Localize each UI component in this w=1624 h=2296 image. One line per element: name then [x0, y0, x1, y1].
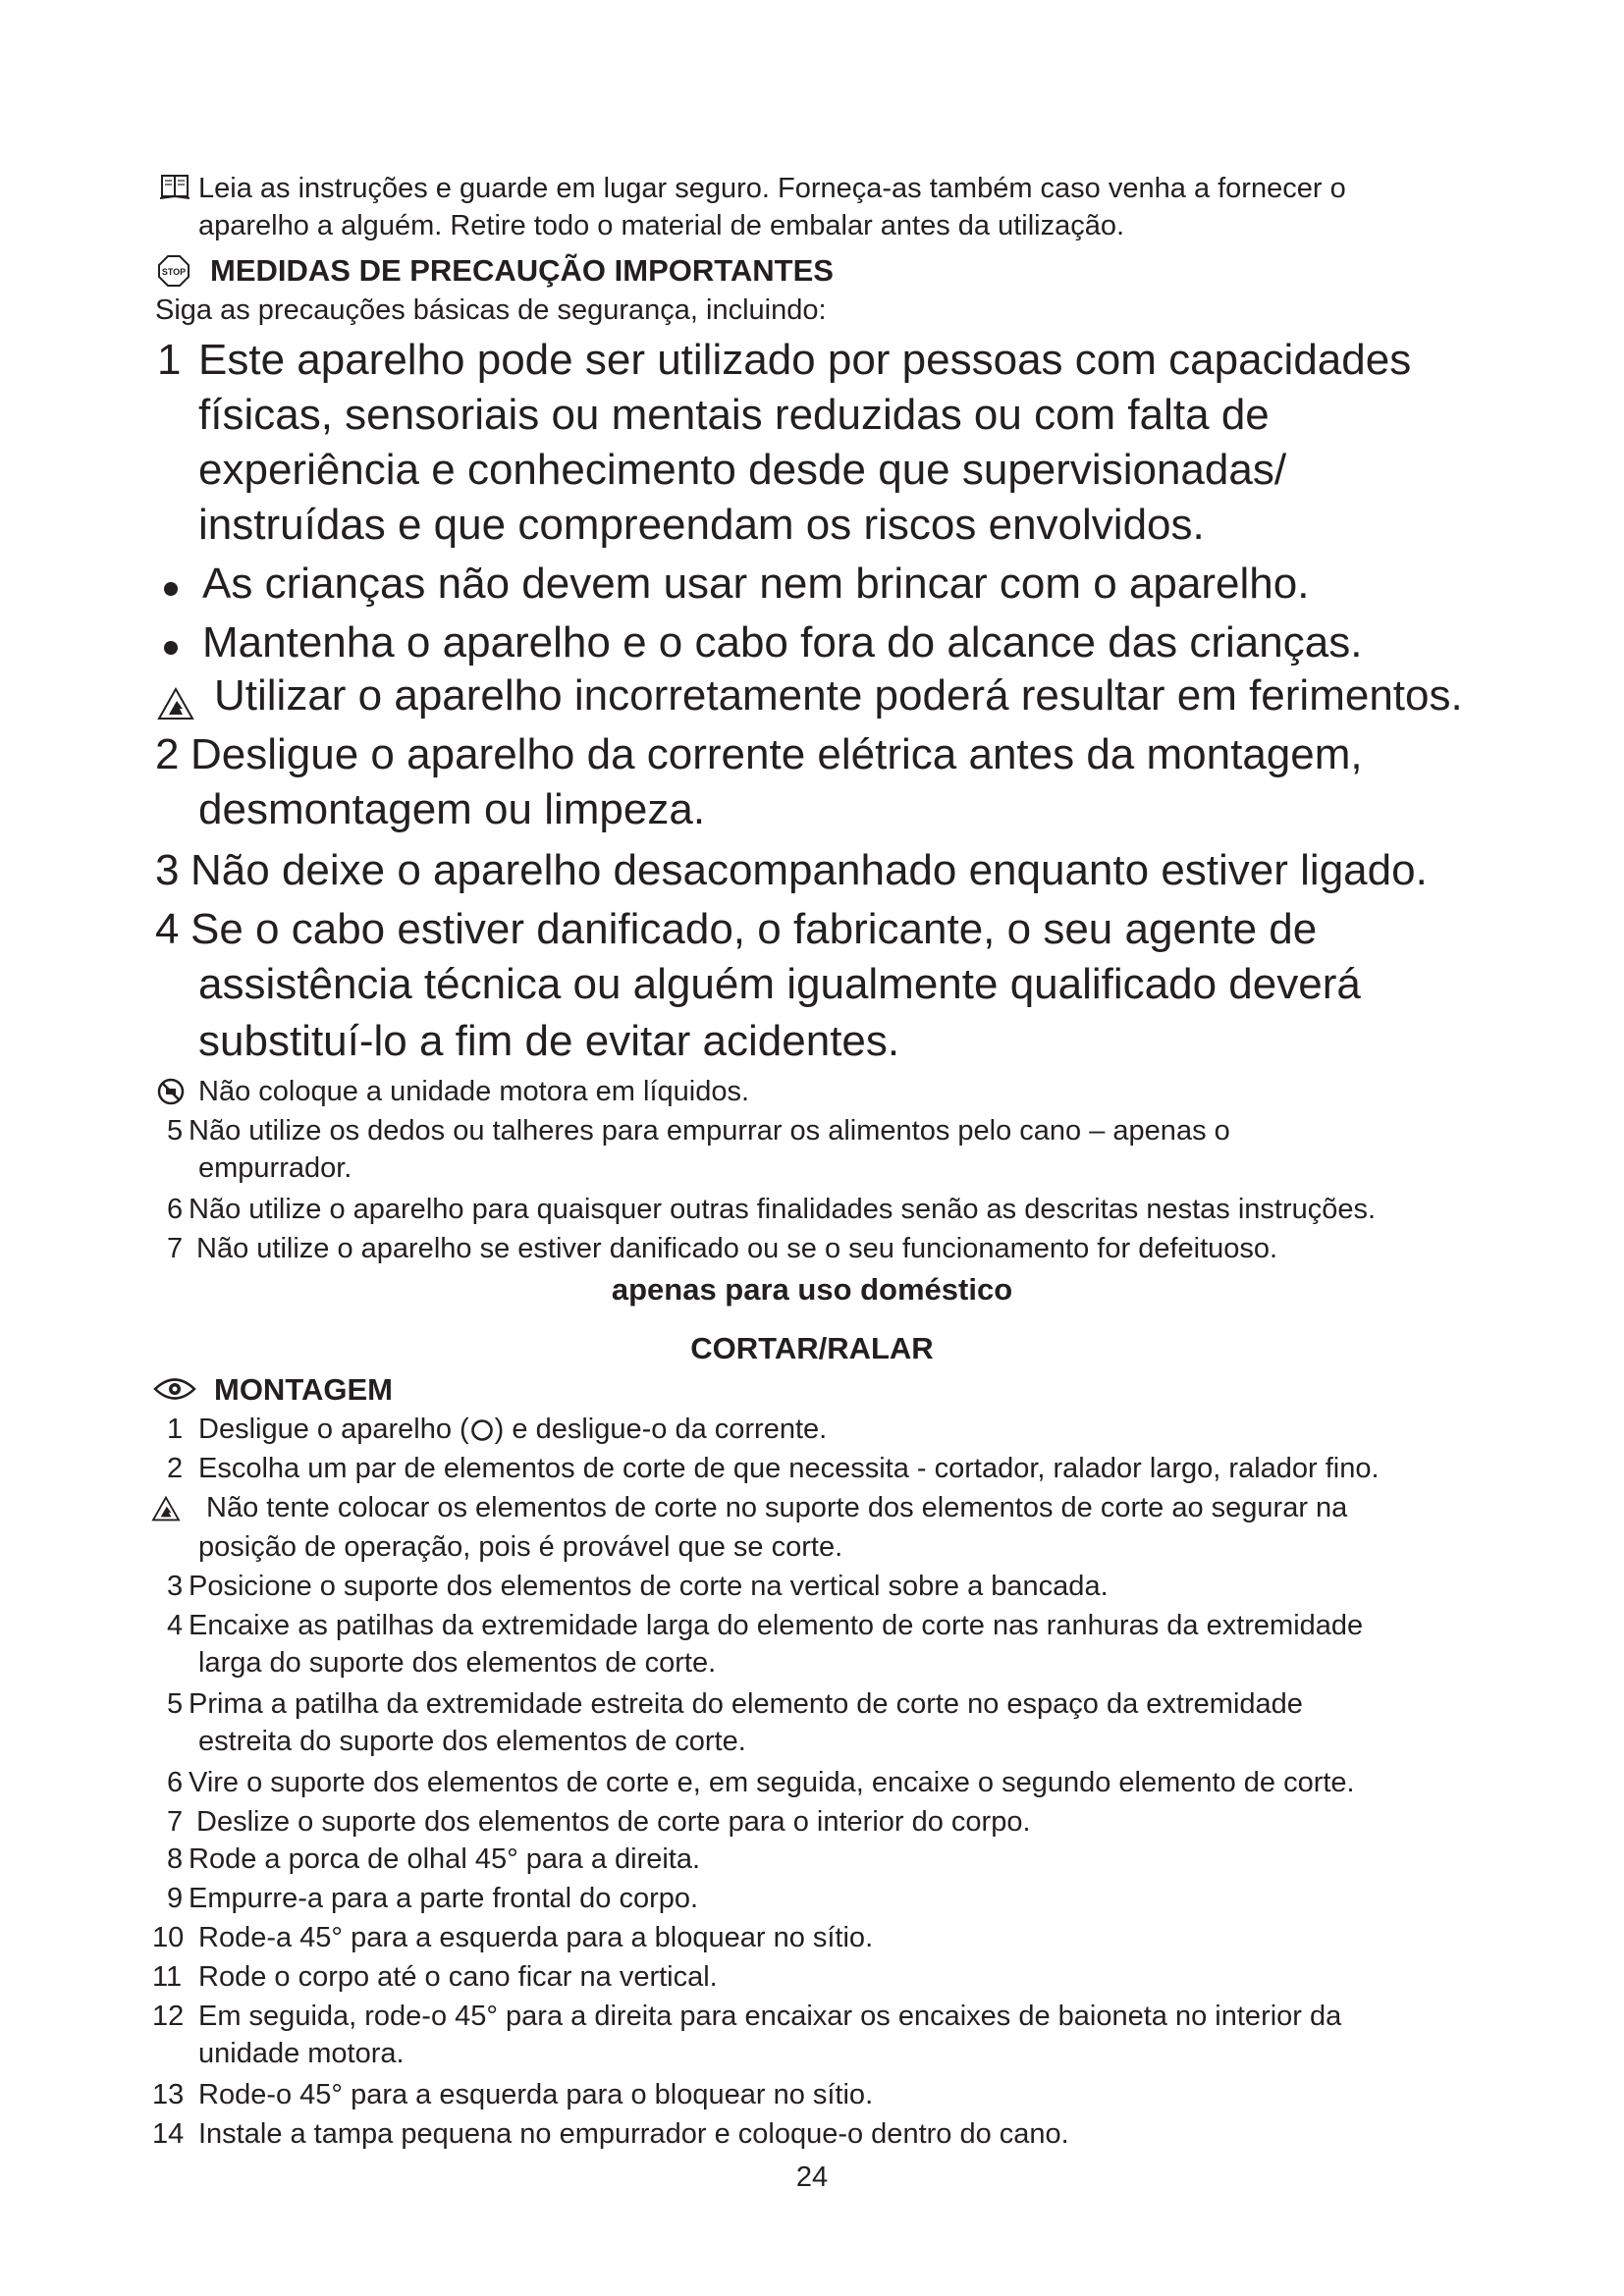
- step-5-line-2: estreita do suporte dos elementos de corte.: [198, 1726, 746, 1757]
- item-1-number: 1: [157, 336, 182, 384]
- step-4-number: 4: [167, 1610, 184, 1641]
- step-2-text: Escolha um par de elementos de corte de que necessita - cortador, ralador largo, ralador fino.: [198, 1453, 1380, 1484]
- warning-icon: [157, 687, 194, 721]
- item-3-number: 3: [155, 846, 180, 894]
- stop-icon-text: STOP: [161, 267, 187, 277]
- section-title: CORTAR/RALAR: [690, 1331, 934, 1365]
- domestic-use-note: apenas para uso doméstico: [611, 1272, 1013, 1307]
- step-9-text: Empurre-a para a parte frontal do corpo.: [189, 1883, 699, 1914]
- item-6-number: 6: [167, 1194, 184, 1225]
- item-4-line-3: substituí-lo a fim de evitar acidentes.: [198, 1017, 900, 1065]
- bullet-icon: [163, 640, 179, 656]
- step-1-text: Desligue o aparelho ( ) e desligue-o da corrente.: [198, 1414, 828, 1445]
- step-12-number: 12: [152, 2001, 185, 2032]
- assembly-warning-line-1: Não tente colocar os elementos de corte no suporte dos elementos de corte ao segurar na: [206, 1492, 1348, 1523]
- assembly-title: MONTAGEM: [214, 1372, 393, 1407]
- item-1-line-4: instruídas e que compreendam os riscos envolvidos.: [198, 501, 1205, 549]
- item-4-line-1: Se o cabo estiver danificado, o fabricante, o seu agente de: [190, 905, 1318, 953]
- prohibit-text: Não coloque a unidade motora em líquidos.: [198, 1076, 750, 1107]
- step-5-line-1: Prima a patilha da extremidade estreita do elemento de corte no espaço da extremidade: [189, 1688, 1303, 1720]
- step-2-number: 2: [167, 1453, 184, 1484]
- item-5-number: 5: [167, 1115, 184, 1147]
- item-2-line-2: desmontagem ou limpeza.: [198, 785, 706, 833]
- step-3-number: 3: [167, 1571, 184, 1602]
- item-2-number: 2: [155, 730, 180, 778]
- step-5-number: 5: [167, 1688, 184, 1720]
- step-6-text: Vire o suporte dos elementos de corte e, em seguida, encaixe o segundo elemento de corte.: [189, 1767, 1355, 1798]
- item-4-line-2: assistência técnica ou alguém igualmente qualificado deverá: [198, 960, 1361, 1008]
- step-7-number: 7: [167, 1806, 184, 1838]
- eye-icon: [153, 1376, 196, 1402]
- item-1-line-2: físicas, sensoriais ou mentais reduzidas ou com falta de: [198, 391, 1270, 439]
- bullet-icon: [163, 581, 179, 597]
- step-12-line-1: Em seguida, rode-o 45° para a direita para encaixar os encaixes de baioneta no interior da: [198, 2001, 1342, 2032]
- step-14-number: 14: [152, 2118, 185, 2150]
- step-10-text: Rode-a 45° para a esquerda para a bloquear no sítio.: [198, 1922, 874, 1953]
- precautions-subtitle: Siga as precauções básicas de segurança, incluindo:: [155, 294, 827, 326]
- item-7-number: 7: [167, 1233, 184, 1264]
- step-11-text: Rode o corpo até o cano ficar na vertical.: [198, 1961, 718, 1993]
- step-14-text: Instale a tampa pequena no empurrador e coloque-o dentro do cano.: [198, 2118, 1069, 2150]
- step-6-number: 6: [167, 1767, 184, 1798]
- step-9-number: 9: [167, 1883, 184, 1914]
- prohibited-icon: [157, 1078, 185, 1105]
- bullet-text-1: As crianças não devem usar nem brincar com o aparelho.: [202, 560, 1310, 608]
- warning-text: Utilizar o aparelho incorretamente poderá resultar em ferimentos.: [214, 671, 1463, 720]
- step-13-number: 13: [152, 2079, 185, 2110]
- step-3-text: Posicione o suporte dos elementos de corte na vertical sobre a bancada.: [189, 1571, 1109, 1602]
- step-10-number: 10: [152, 1922, 185, 1953]
- item-1-line-3: experiência e conhecimento desde que supervisionadas/: [198, 446, 1287, 494]
- book-icon: [159, 173, 190, 200]
- step-7-text: Deslize o suporte dos elementos de corte para o interior do corpo.: [196, 1806, 1031, 1838]
- item-6-text: Não utilize o aparelho para quaisquer outras finalidades senão as descritas nestas instruções.: [189, 1194, 1377, 1225]
- step-8-number: 8: [167, 1843, 184, 1875]
- step-4-line-2: larga do suporte dos elementos de corte.: [198, 1647, 717, 1679]
- step-4-line-1: Encaixe as patilhas da extremidade larga do elemento de corte nas ranhuras da extremidade: [189, 1610, 1364, 1641]
- page-number: 24: [795, 2162, 829, 2193]
- item-7-text: Não utilize o aparelho se estiver danificado ou se o seu funcionamento for defeituoso.: [196, 1233, 1278, 1264]
- item-1-line-1: Este aparelho pode ser utilizado por pessoas com capacidades: [198, 336, 1412, 384]
- step-13-text: Rode-o 45° para a esquerda para o bloquear no sítio.: [198, 2079, 874, 2110]
- stop-icon: [157, 254, 190, 288]
- item-2-line-1: Desligue o aparelho da corrente elétrica antes da montagem,: [190, 730, 1363, 778]
- bullet-text-2: Mantenha o aparelho e o cabo fora do alcance das crianças.: [202, 618, 1363, 667]
- step-1-number: 1: [167, 1414, 184, 1445]
- warning-icon: [151, 1496, 181, 1522]
- item-4-number: 4: [155, 905, 180, 953]
- step-12-line-2: unidade motora.: [198, 2038, 405, 2069]
- item-5-line-1: Não utilize os dedos ou talheres para empurrar os alimentos pelo cano – apenas o: [189, 1115, 1230, 1147]
- power-off-icon: [470, 1418, 494, 1442]
- intro-text-line-2: aparelho a alguém. Retire todo o material de embalar antes da utilização.: [198, 210, 1125, 241]
- step-11-number: 11: [152, 1961, 183, 1993]
- precautions-title: MEDIDAS DE PRECAUÇÃO IMPORTANTES: [210, 253, 834, 288]
- item-5-line-2: empurrador.: [198, 1152, 352, 1184]
- assembly-warning-line-2: posição de operação, pois é provável que se corte.: [198, 1531, 843, 1563]
- item-3-text: Não deixe o aparelho desacompanhado enquanto estiver ligado.: [190, 846, 1428, 894]
- intro-text-line-1: Leia as instruções e guarde em lugar seguro. Forneça-as também caso venha a fornecer o: [198, 173, 1346, 204]
- step-8-text: Rode a porca de olhal 45° para a direita.: [189, 1843, 701, 1875]
